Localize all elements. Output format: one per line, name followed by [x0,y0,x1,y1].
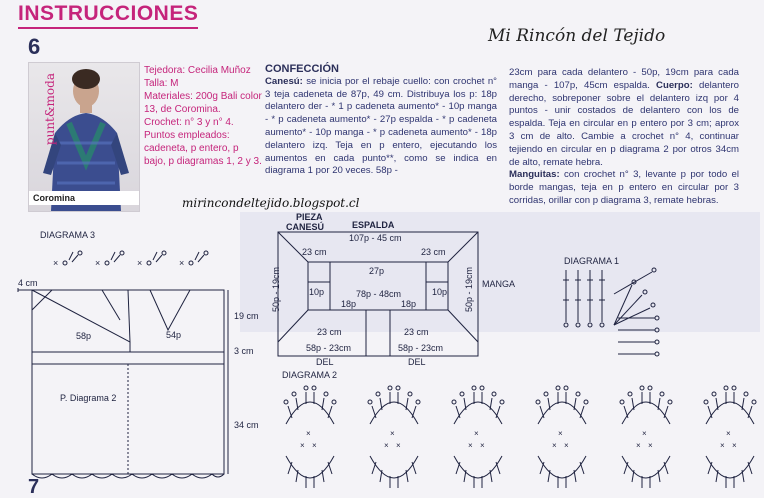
pattern-label: P. Diagrama 2 [60,393,117,403]
yoke-center-27: 27p [369,266,385,276]
section-title: INSTRUCCIONES [18,2,199,25]
yoke-br-23: 23 cm [404,327,429,337]
yoke-left-side: 50p - 19cm [271,266,281,312]
blog-title: Mi Rincón del Tejido [488,26,666,46]
yoke-left-18: 18p [341,299,357,309]
crochet-text: Crochet: n° 3 y n° 4. [144,117,234,128]
espalda-label: ESPALDA [352,220,395,230]
yoke-bl-58: 58p - 23cm [306,343,352,353]
svg-text:×: × [137,258,143,268]
puntos-text: Puntos empleados: cadeneta, p entero, p bajo, p diagramas 1, 2 y 3. [144,130,262,167]
yoke-left-10: 10p [309,287,325,297]
diagram-3-title: DIAGRAMA 3 [40,230,96,240]
panel-left-label: 58p [76,331,92,341]
col2-text: 23cm para cada delantero - 50p, 19cm para cada manga - 107p, 45cm espalda. [509,67,739,91]
talla-text: Talla: M [144,78,179,89]
magazine-logo: punt&moda [43,73,57,146]
diagram-2-row [284,386,756,488]
diagram-2-title: DIAGRAMA 2 [282,370,338,380]
yoke-inner-78: 78p - 48cm [356,289,402,299]
canesu-label-chart: CANESÚ [286,222,325,232]
coromina-logo: Coromina [29,191,140,205]
manga-label: MANGA [482,279,516,289]
tejedora-text: Tejedora: Cecilia Muñoz [144,65,251,76]
del-left-label: DEL [316,357,334,367]
next-page-number: 7 [28,476,40,498]
diagram-2-symbols: × × × [0,0,764,495]
panel-right-label: 54p [166,330,182,340]
diagram-1-title: DIAGRAMA 1 [564,256,620,266]
cuerpo-label: Cuerpo: [656,79,693,91]
confeccion-heading: CONFECCIÓN [265,63,339,75]
del-right-label: DEL [408,357,426,367]
yoke-right-side: 50p - 19cm [464,266,474,312]
svg-text:×: × [53,258,59,268]
pieza-label: PIEZA [296,212,323,222]
yoke-right-18: 18p [401,299,417,309]
yoke-bl-23: 23 cm [317,327,342,337]
svg-text:×: × [179,258,185,268]
svg-text:×: × [95,258,101,268]
height-19-label: 19 cm [234,311,259,321]
canesu-text: se inicia por el rebaje cuello: con crochet n° 3 teja cadeneta de 87p, 49 cm. Distribuya los p: 18p delantero der - * 1 p cadeneta aumento* - 10p manga - * p cadeneta aumento* - 27p espalda - * p cadeneta aumento* - 10p manga - * p cadeneta aumento* - 18p delantero izq. Teja en p entero, ejecutando los aumentos en cada punto**, como se indica en diagrama 1 por 20 veces. 58p - [265,75,497,177]
page-number: 6 [28,34,41,59]
materiales-text: Materiales: 200g Bali color 13, de Coromina. [144,91,262,115]
blog-url: mirincondeltejido.blogspot.cl [182,196,360,210]
yoke-tr-23: 23 cm [421,247,446,257]
yoke-right-10: 10p [432,287,448,297]
manguitas-label: Manguitas: [509,169,560,181]
manguitas-text: con crochet n° 3, levante p por todo el borde mangas, teja en p entero en circular por 3 corridas, orillar con p diagrama 3, remate hebras. [509,169,739,206]
yoke-br-58: 58p - 23cm [398,343,444,353]
body-left-label: 4 cm [18,278,38,288]
yoke-tl-23: 23 cm [302,247,327,257]
cuerpo-text: delantero derecho, sobreponer sobre el delantero izq por 4 puntos - unir costados de delantero con los de espalda. Teja en circular en p entero por 3 cm; aprox 3 cm de alto. Cambie a crochet n° 4, continuar tejiendo en circular en p diagrama 2 por otros 34cm de alto, remate hebra. [509,79,739,168]
height-3-label: 3 cm [234,346,254,356]
yoke-top-label: 107p - 45 cm [349,233,402,243]
canesu-label: Canesú: [265,75,303,87]
height-34-label: 34 cm [234,420,259,430]
